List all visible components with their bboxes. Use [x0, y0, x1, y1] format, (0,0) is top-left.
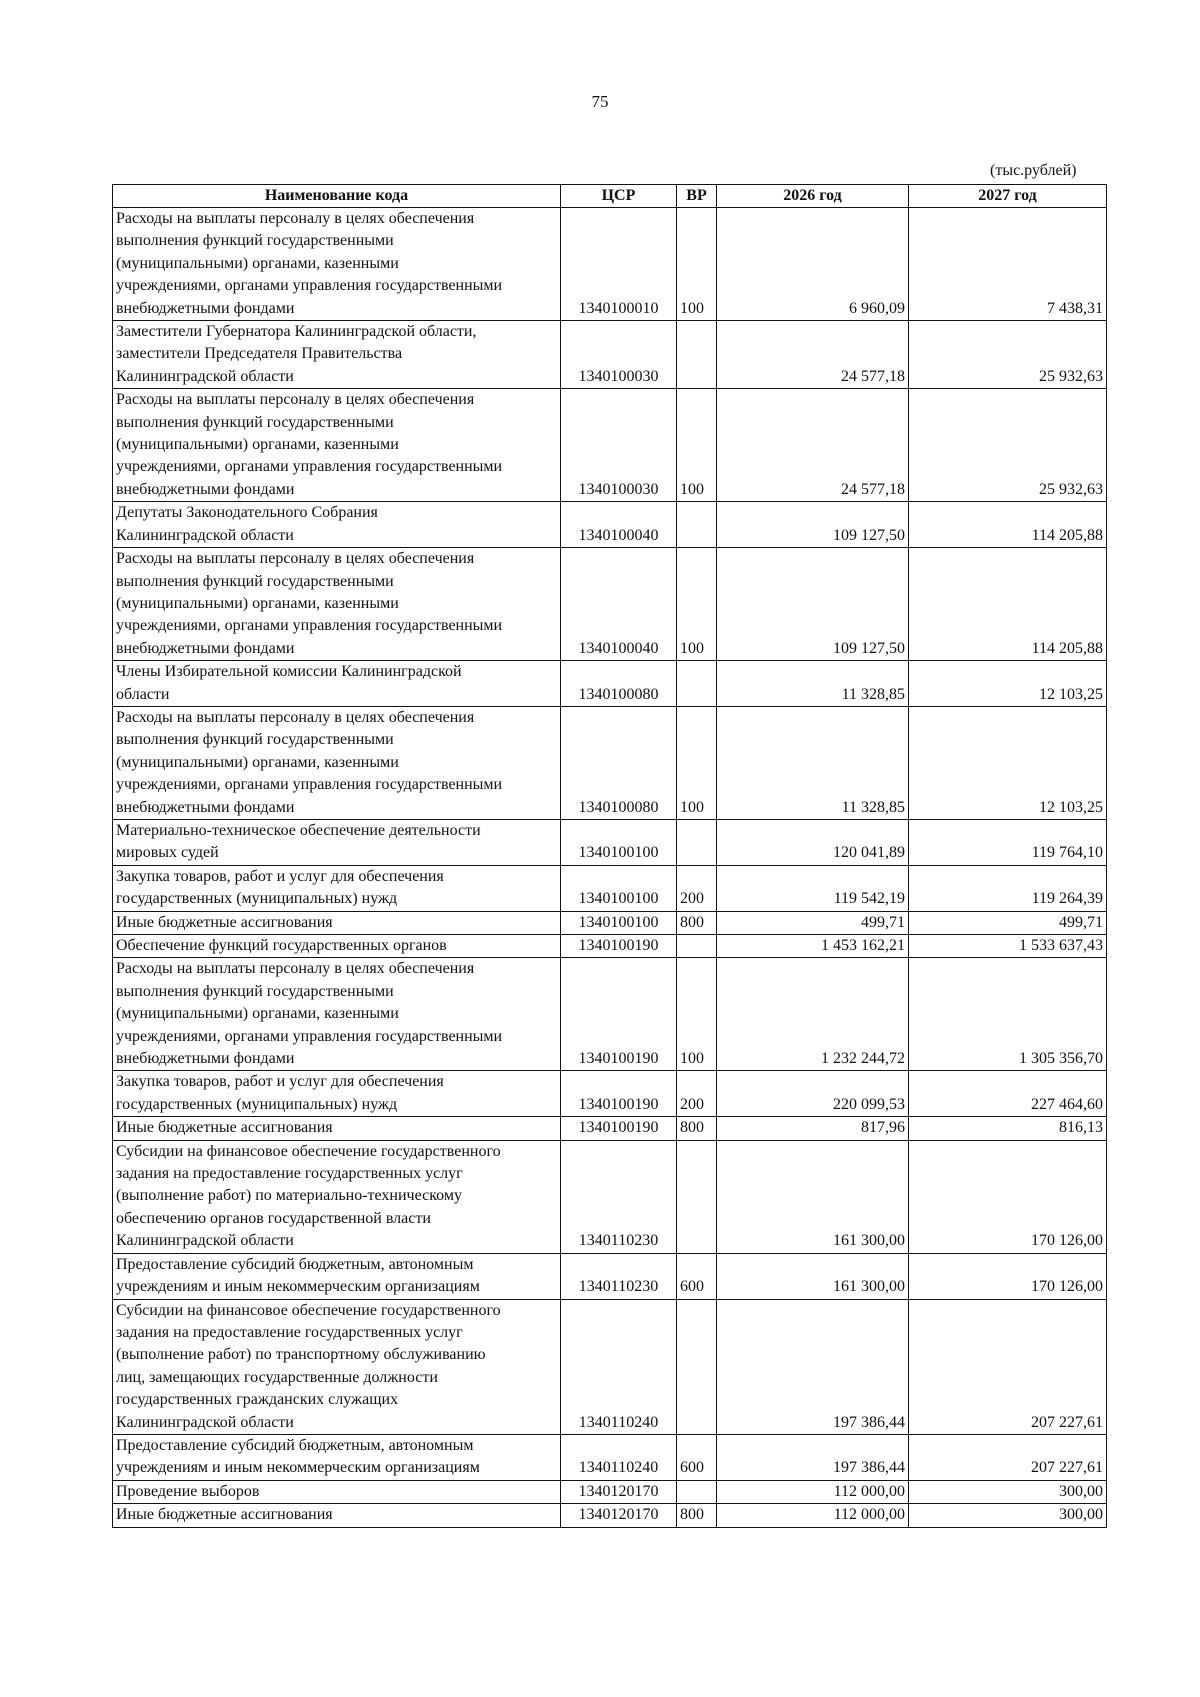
- row-vr: [677, 321, 717, 389]
- units-label: (тыс.рублей): [990, 162, 1077, 179]
- row-csr: 1340100190: [561, 958, 677, 1071]
- row-csr: 1340110230: [561, 1140, 677, 1253]
- row-name: [113, 321, 561, 389]
- row-name-line: Члены Избирательной комиссии Калининградской: [116, 663, 462, 681]
- row-name-line: выполнения функций государственными: [116, 572, 394, 590]
- table-row: [113, 706, 1107, 819]
- row-name-line: государственных гражданских служащих: [116, 1391, 399, 1409]
- row-name-line: (муниципальными) органами, казенными: [116, 753, 399, 771]
- row-name-line: выполнения функций государственными: [116, 982, 394, 1000]
- row-name-line: внебюджетными фондами: [116, 639, 295, 657]
- row-csr: 1340100030: [561, 389, 677, 502]
- table-row: [113, 819, 1107, 865]
- row-name: [113, 819, 561, 865]
- row-name-line: учреждениями, органами управления государственными: [116, 617, 503, 635]
- row-name-line: мировых судей: [116, 844, 219, 862]
- table-row: [113, 1140, 1107, 1253]
- row-csr: 1340100030: [561, 321, 677, 389]
- row-2027: 207 227,61: [909, 1299, 1107, 1434]
- row-name-line: Предоставление субсидий бюджетным, автономным: [116, 1436, 474, 1454]
- table-row: [113, 1071, 1107, 1117]
- row-vr: 100: [677, 958, 717, 1071]
- header-vr: ВР: [677, 185, 717, 208]
- row-2026: 112 000,00: [717, 1480, 909, 1503]
- row-2026: 1 232 244,72: [717, 958, 909, 1071]
- row-name: [113, 1140, 561, 1253]
- row-csr: 1340100010: [561, 208, 677, 321]
- row-name: [113, 502, 561, 548]
- row-csr: 1340100100: [561, 865, 677, 911]
- row-name: [113, 865, 561, 911]
- table-row: [113, 1434, 1107, 1480]
- row-name: [113, 1434, 561, 1480]
- row-csr: 1340100040: [561, 502, 677, 548]
- row-2027: 25 932,63: [909, 321, 1107, 389]
- row-2026: 119 542,19: [717, 865, 909, 911]
- row-name-line: Закупка товаров, работ и услуг для обеспечения: [116, 1073, 444, 1091]
- row-name-line: Калининградской области: [116, 1413, 294, 1431]
- row-csr: 1340100080: [561, 706, 677, 819]
- row-2026: 499,71: [717, 911, 909, 934]
- row-2027: 114 205,88: [909, 548, 1107, 661]
- row-name-line: учреждениям и иным некоммерческим организациям: [116, 1278, 480, 1296]
- row-csr: 1340100190: [561, 1071, 677, 1117]
- row-vr: [677, 1299, 717, 1434]
- row-name-line: Расходы на выплаты персоналу в целях обеспечения: [116, 210, 475, 227]
- table-row: [113, 208, 1107, 321]
- row-vr: 100: [677, 706, 717, 819]
- row-name: [113, 911, 561, 934]
- row-2026: 120 041,89: [717, 819, 909, 865]
- row-name-line: (выполнение работ) по транспортному обслуживанию: [116, 1346, 486, 1364]
- row-2027: 1 305 356,70: [909, 958, 1107, 1071]
- row-2027: 170 126,00: [909, 1140, 1107, 1253]
- row-2027: 816,13: [909, 1117, 1107, 1140]
- row-name: [113, 706, 561, 819]
- row-name-line: Калининградской области: [116, 1232, 294, 1250]
- row-2027: 114 205,88: [909, 502, 1107, 548]
- row-name-line: Субсидии на финансовое обеспечение государственного: [116, 1142, 501, 1160]
- table-row: [113, 502, 1107, 548]
- row-name-line: Предоставление субсидий бюджетным, автономным: [116, 1255, 474, 1273]
- row-2026: 220 099,53: [717, 1071, 909, 1117]
- row-name-line: задания на предоставление государственных услуг: [116, 1323, 463, 1341]
- row-csr: 1340100080: [561, 661, 677, 707]
- table-body: [113, 208, 1107, 1528]
- row-name-line: (муниципальными) органами, казенными: [116, 254, 399, 272]
- table-row: [113, 1299, 1107, 1434]
- row-name-line: Расходы на выплаты персоналу в целях обеспечения: [116, 391, 475, 409]
- row-vr: [677, 819, 717, 865]
- row-name-line: Материально-техническое обеспечение деятельности: [116, 821, 481, 839]
- row-vr: [677, 502, 717, 548]
- row-vr: 800: [677, 911, 717, 934]
- row-csr: 1340110240: [561, 1299, 677, 1434]
- row-name-line: области: [116, 685, 170, 703]
- row-2027: 119 264,39: [909, 865, 1107, 911]
- row-2026: 109 127,50: [717, 502, 909, 548]
- row-name-line: учреждениями, органами управления государственными: [116, 776, 503, 794]
- row-vr: 100: [677, 208, 717, 321]
- row-2027: 12 103,25: [909, 661, 1107, 707]
- row-2026: 24 577,18: [717, 389, 909, 502]
- table-row: [113, 1480, 1107, 1503]
- row-2026: 109 127,50: [717, 548, 909, 661]
- row-vr: [677, 935, 717, 958]
- row-csr: 1340110240: [561, 1434, 677, 1480]
- row-2026: 6 960,09: [717, 208, 909, 321]
- row-name-line: учреждениями, органами управления государственными: [116, 458, 503, 476]
- header-2027: 2027 год: [909, 185, 1107, 208]
- table-row: [113, 1117, 1107, 1140]
- row-vr: 200: [677, 865, 717, 911]
- row-2027: 300,00: [909, 1504, 1107, 1527]
- row-2027: 227 464,60: [909, 1071, 1107, 1117]
- row-name-line: Калининградской области: [116, 526, 294, 544]
- row-vr: 800: [677, 1117, 717, 1140]
- row-name-line: Обеспечение функций государственных органов: [116, 937, 447, 954]
- table-row: [113, 321, 1107, 389]
- row-name-line: Расходы на выплаты персоналу в целях обеспечения: [116, 960, 475, 978]
- row-name-line: Субсидии на финансовое обеспечение государственного: [116, 1301, 501, 1319]
- row-name-line: внебюджетными фондами: [116, 798, 295, 816]
- row-vr: [677, 661, 717, 707]
- row-name: [113, 1253, 561, 1299]
- row-csr: 1340100040: [561, 548, 677, 661]
- row-name-line: выполнения функций государственными: [116, 413, 394, 431]
- row-csr: 1340100100: [561, 819, 677, 865]
- row-vr: [677, 1480, 717, 1503]
- header-2026: 2026 год: [717, 185, 909, 208]
- row-2026: 161 300,00: [717, 1140, 909, 1253]
- row-2026: 24 577,18: [717, 321, 909, 389]
- row-name-line: обеспечению органов государственной власти: [116, 1209, 431, 1227]
- row-csr: 1340120170: [561, 1504, 677, 1527]
- row-csr: 1340120170: [561, 1480, 677, 1503]
- row-name-line: заместители Председателя Правительства: [116, 345, 403, 363]
- row-name-line: Проведение выборов: [116, 1482, 260, 1500]
- row-name-line: внебюджетными фондами: [116, 299, 295, 317]
- header-csr: ЦСР: [561, 185, 677, 208]
- row-csr: 1340100190: [561, 935, 677, 958]
- row-vr: 100: [677, 389, 717, 502]
- row-2026: 112 000,00: [717, 1504, 909, 1527]
- row-csr: 1340100100: [561, 911, 677, 934]
- row-2026: 11 328,85: [717, 661, 909, 707]
- table-row: [113, 389, 1107, 502]
- row-2026: 197 386,44: [717, 1434, 909, 1480]
- row-name-line: учреждениями, органами управления государственными: [116, 277, 503, 295]
- row-name-line: (выполнение работ) по материально-техническому: [116, 1187, 462, 1205]
- row-name: [113, 661, 561, 707]
- row-name-line: учреждениям и иным некоммерческим организациям: [116, 1459, 480, 1477]
- row-name: [113, 935, 561, 958]
- row-name-line: выполнения функций государственными: [116, 232, 394, 250]
- row-2027: 207 227,61: [909, 1434, 1107, 1480]
- row-name-line: Калининградской области: [116, 367, 294, 385]
- row-name: [113, 208, 561, 321]
- row-2027: 170 126,00: [909, 1253, 1107, 1299]
- row-2026: 817,96: [717, 1117, 909, 1140]
- row-2027: 300,00: [909, 1480, 1107, 1503]
- table-row: [113, 911, 1107, 934]
- row-name: [113, 1071, 561, 1117]
- row-2027: 7 438,31: [909, 208, 1107, 321]
- row-name: [113, 958, 561, 1071]
- row-name-line: государственных (муниципальных) нужд: [116, 1095, 398, 1113]
- row-vr: 800: [677, 1504, 717, 1527]
- row-2027: 499,71: [909, 911, 1107, 934]
- row-name-line: Иные бюджетные ассигнования: [116, 913, 333, 931]
- table-row: [113, 935, 1107, 958]
- row-name-line: лиц, замещающих государственные должности: [116, 1368, 438, 1386]
- row-name-line: учреждениями, органами управления государственными: [116, 1027, 503, 1045]
- table-row: [113, 548, 1107, 661]
- row-vr: 600: [677, 1253, 717, 1299]
- row-name-line: Иные бюджетные ассигнования: [116, 1119, 333, 1137]
- row-2026: 11 328,85: [717, 706, 909, 819]
- row-name-line: Расходы на выплаты персоналу в целях обеспечения: [116, 550, 475, 568]
- row-vr: [677, 1140, 717, 1253]
- row-2026: 197 386,44: [717, 1299, 909, 1434]
- table-row: [113, 661, 1107, 707]
- row-2027: 25 932,63: [909, 389, 1107, 502]
- row-name-line: (муниципальными) органами, казенными: [116, 436, 399, 454]
- row-name-line: (муниципальными) органами, казенными: [116, 1005, 399, 1023]
- row-name-line: Закупка товаров, работ и услуг для обеспечения: [116, 867, 444, 885]
- row-name-line: выполнения функций государственными: [116, 731, 394, 749]
- row-name-line: задания на предоставление государственных услуг: [116, 1165, 463, 1183]
- row-name-line: Заместители Губернатора Калининградской области,: [116, 323, 477, 341]
- row-name-line: Расходы на выплаты персоналу в целях обеспечения: [116, 708, 475, 726]
- row-name: [113, 1504, 561, 1527]
- row-name: [113, 1117, 561, 1140]
- row-name: [113, 389, 561, 502]
- row-name-line: внебюджетными фондами: [116, 1050, 295, 1068]
- row-name-line: (муниципальными) органами, казенными: [116, 594, 399, 612]
- row-csr: 1340100190: [561, 1117, 677, 1140]
- table-header-row: [113, 185, 1107, 208]
- row-name-line: Иные бюджетные ассигнования: [116, 1506, 333, 1524]
- row-name-line: государственных (муниципальных) нужд: [116, 890, 398, 908]
- row-name-line: Депутаты Законодательного Собрания: [116, 504, 378, 522]
- row-vr: 100: [677, 548, 717, 661]
- row-name-line: внебюджетными фондами: [116, 480, 295, 498]
- row-2026: 161 300,00: [717, 1253, 909, 1299]
- table-row: [113, 1504, 1107, 1527]
- row-2027: 1 533 637,43: [909, 935, 1107, 958]
- page-number: 75: [591, 92, 609, 111]
- row-vr: 600: [677, 1434, 717, 1480]
- table-row: [113, 1253, 1107, 1299]
- row-2027: 12 103,25: [909, 706, 1107, 819]
- table-row: [113, 865, 1107, 911]
- header-name: Наименование кода: [113, 185, 561, 208]
- row-name: [113, 1480, 561, 1503]
- table-row: [113, 958, 1107, 1071]
- row-csr: 1340110230: [561, 1253, 677, 1299]
- row-name: [113, 548, 561, 661]
- row-2027: 119 764,10: [909, 819, 1107, 865]
- row-name: [113, 1299, 561, 1434]
- row-2026: 1 453 162,21: [717, 935, 909, 958]
- budget-table: [112, 184, 1107, 1528]
- row-vr: 200: [677, 1071, 717, 1117]
